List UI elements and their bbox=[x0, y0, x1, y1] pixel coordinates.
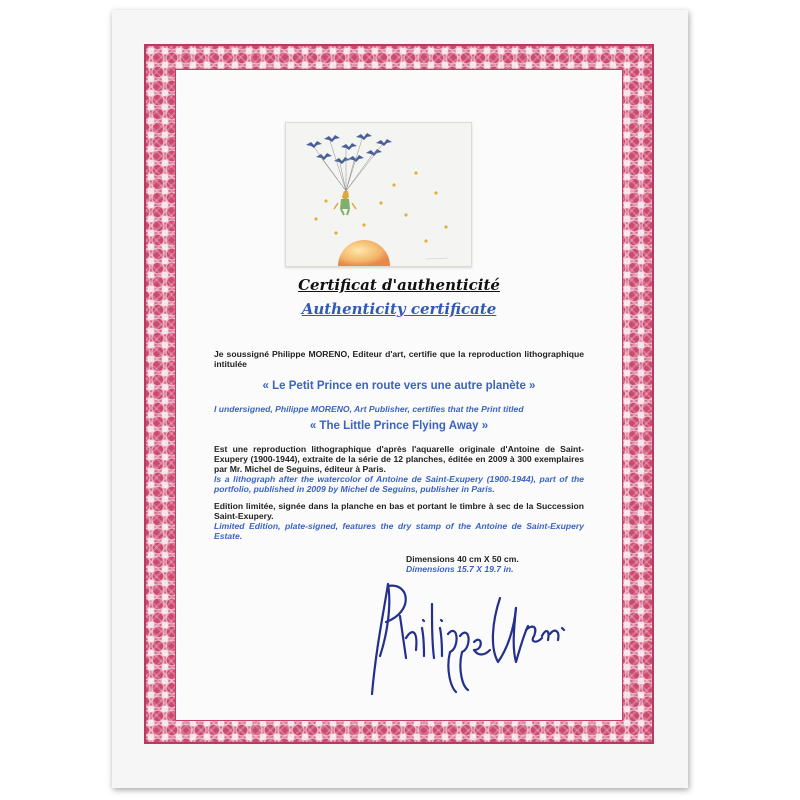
certificate-title-en: Authenticity certificate bbox=[301, 300, 497, 318]
intro-text-en: I undersigned, Philippe MORENO, Art Publisher, certifies that the Print titled bbox=[214, 404, 524, 414]
certificate-body bbox=[176, 70, 622, 720]
certificate-title-fr: Certificat d'authenticité bbox=[298, 276, 500, 294]
work-title-en: « The Little Prince Flying Away » bbox=[309, 420, 489, 432]
description-en: Is a lithograph after the watercolor of Antoine de Saint-Exupery (1900-1944), part of the portfolio, published in 2009 by Michel de Seguins, publisher in Paris. bbox=[214, 474, 584, 494]
certificate-sheet bbox=[112, 10, 688, 788]
artwork-thumbnail bbox=[285, 122, 472, 267]
intro-text-fr: Je soussigné Philippe MORENO, Editeur d'art, certifie que la reproduction lithographique intitulée bbox=[214, 349, 584, 369]
edition-text-en: Limited Edition, plate-signed, features the dry stamp of the Antoine de Saint-Exupery Estate. bbox=[214, 521, 584, 541]
work-title-fr: « Le Petit Prince en route vers une autre planète » bbox=[262, 380, 536, 392]
dimensions-in: Dimensions 15.7 X 19.7 in. bbox=[406, 564, 514, 574]
dimensions-cm: Dimensions 40 cm X 50 cm. bbox=[406, 554, 519, 564]
signature bbox=[366, 578, 566, 696]
description-fr: Est une reproduction lithographique d'après l'aquarelle originale d'Antoine de Saint-Exupery (1900-1944), extraite de la série de 12 planches, éditée en 2009 à 300 exemplaires par Mr. Michel de Seguins, éditeur à Paris. bbox=[214, 444, 584, 474]
edition-text-fr: Edition limitée, signée dans la planche en bas et portant le timbre à sec de la Succession Saint-Exupery. bbox=[214, 501, 584, 521]
